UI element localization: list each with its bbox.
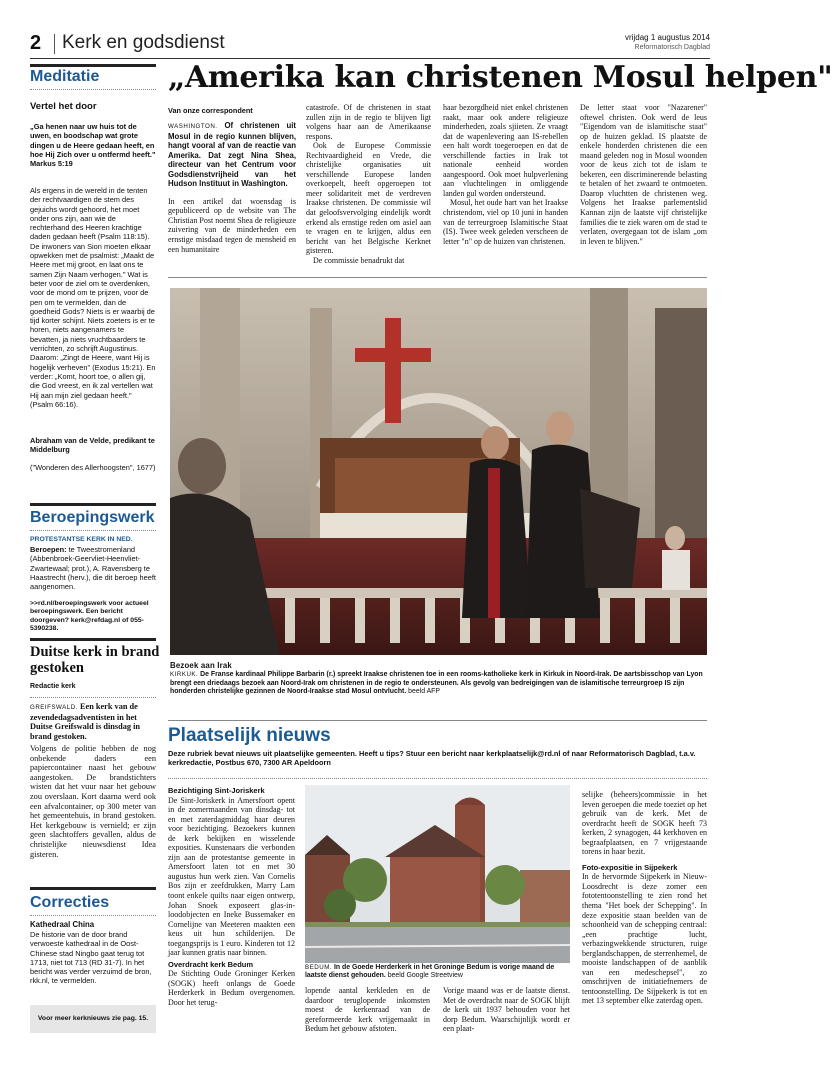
item1-title: Bezichtiging Sint-Joriskerk	[168, 786, 265, 795]
local-column-2	[305, 986, 430, 1034]
local-column-3	[443, 986, 570, 1034]
header-rule	[30, 58, 710, 59]
main-headline: „Amerika kan christenen Mosul helpen"	[168, 60, 832, 95]
main-byline: Van onze correspondent	[168, 106, 253, 115]
duitse-kerk-heading: Duitse kerk in brand gestoken	[30, 644, 160, 676]
article-column-3	[443, 103, 568, 246]
item3-body: In de hervormde Sijpekerk in Nieuw-Loosdrecht is deze zomer een fototentoonstelling te zien rond het thema "Het boek der Schepping". In deze expositie staan beelden van de schoonheid van de schepping centraal: „een prachtige lucht, verbazingwekkende structuren, ruige berglandschappen, de sterrenhemel, de mooiste landschappen of de aanblik van een medeschepsel", zo omschrijven de initiatiefnemers de tentoonstelling. De Sijpekerk is tot en met 13 september elke zaterdag open.	[582, 872, 707, 1006]
meditatie-quote	[30, 122, 156, 168]
photo-caption-body	[170, 671, 707, 696]
photo-caption-text: De Franse kardinaal Philippe Barbarin (r.) spreekt Iraakse christenen toe in een rooms-katholieke kerk in Kirkuk in Noord-Irak. De aartsbisschop van Lyon brengt een driedaags bezoek aan Noord-Irak om christenen in de regio te ondersteunen. Als gevolg van bedreigingen van de islamitische terreurgroep IS zijn honderden christelijke gezinnen de Noord-Iraakse stad Mosul ontvlucht.	[170, 671, 703, 696]
correcties-subheading: Kathedraal China	[30, 920, 95, 929]
street-caption-dateline: BEDUM.	[305, 964, 333, 971]
article-dateline: WASHINGTON.	[168, 123, 218, 130]
duitse-kerk-lead	[30, 702, 156, 741]
article-col2-p1: catastrofe. Of de christenen in staat zullen zijn in de regio te blijven ligt volgens haar aan de Amerikaanse respons.	[306, 103, 431, 141]
beroepingswerk-heading: Beroepingswerk	[30, 509, 155, 526]
meditatie-reference: Markus 5:19	[30, 159, 73, 169]
item3-title: Foto-expositie in Sijpekerk	[582, 862, 678, 872]
section-separator	[30, 887, 156, 890]
church-bedum-photo	[305, 785, 570, 963]
article-col3-p1: haar bezorgdheid niet enkel christenen raakt, maar ook andere religieuze minderheden, zoals sjiieten. Ze vraagt dat de wapenlevering aan IS-rebellen een halt wordt toegeroepen en dat de verschillende facties in Irak tot nationale eenheid worden aangespoord. Ook moet hulpverlening aan vluchtelingen in omliggende landen gul worden ondersteund.	[443, 103, 568, 198]
street-caption-text: In de Goede Herderkerk in het Groninge Bedum is vorige maand de laatste dienst gehouden.	[305, 964, 555, 980]
meditatie-author: Abraham van de Velde, predikant te Middelburg	[30, 436, 155, 455]
page-number: 2	[30, 32, 42, 54]
dotted-rule	[30, 915, 156, 916]
article-rule	[168, 277, 707, 278]
street-photo-credit: beeld Google Streetview	[387, 972, 463, 980]
dotted-rule	[30, 697, 156, 698]
article-col4-p1: De letter staat voor "Nazarener" oftewel christen. Ook werd de leus "Eigendom van de islamitische staat" op de huizen geklad. IS plaatste de enkele honderden christenen die een maand geleden nog in Mosul woonden voor de keus zich tot de islam te bekeren, een discriminerende belasting te betalen of het zwaard te ontmoeten. Daarop vluchtten de christenen weg. Volgens het Iraakse parlementslid Kannan zijn de laatste vijf christelijke families die te ziek waren om de stad te verlaten, overgegaan tot de islam „om in leven te blijven."	[580, 103, 707, 246]
church-interior-illustration	[170, 288, 707, 655]
dotted-rule	[168, 778, 707, 779]
issue-date: vrijdag 1 augustus 2014	[625, 33, 710, 42]
street-photo-caption	[305, 964, 570, 981]
newspaper-name: Reformatorisch Dagblad	[634, 44, 710, 51]
duitse-kerk-lead-text: Een kerk van de zevendedagsadventisten in het Duitse Greifswald is dinsdag in brand gestoken.	[30, 702, 141, 741]
footer-box: Voor meer kerknieuws zie pag. 15.	[30, 1005, 156, 1033]
beroepingswerk-church: PROTESTANTSE KERK IN NED.	[30, 536, 133, 543]
item2-col2: lopende aantal kerkleden en de daardoor teruglopende inkomsten moest de kerkenraad van de gereformeerde kerk vrijgemaakt in Bedum het gebouw afstoten.	[305, 986, 430, 1034]
article-lead: Of christenen uit Mosul in de regio kunnen blijven, hangt vooral af van de reactie van Amerika. Dat zegt Nina Shea, directeur van het Centrum voor Godsdienstvrijheid van het Hudson Instituut in Washington.	[168, 121, 296, 189]
dotted-rule	[30, 89, 156, 90]
duitse-kerk-byline: Redactie kerk	[30, 683, 76, 690]
article-col2-p3: De commissie benadrukt dat	[313, 255, 405, 265]
section-separator	[30, 64, 156, 67]
duitse-kerk-body-text: Volgens de politie hebben de nog onbekende daders een papiercontainer naast het gebouw aangestoken. De brandstichters wisten dat het vuur naar het gebouw zou overslaan. Kort daarna werd ook een afvalcontainer, op 300 meter van het gemeentehuis, in brand gestoken. Het kerkgebouw is vernield; er zijn geen slachtoffers gevallen, aldus de christelijke nieuwsdienst Idea gisteren.	[30, 744, 156, 859]
plaatselijk-heading: Plaatselijk nieuws	[168, 725, 331, 746]
beroepingswerk-entry	[30, 545, 156, 591]
article-col1-p2: In een artikel dat woensdag is gepubliceerd op de website van The Christian Post noemt Shea de religieuze zuivering van de minderheden een ernstige misdaad tegen de mensheid en een humanitaire	[168, 196, 296, 254]
local-column-1	[168, 786, 295, 1008]
meditatie-source: ("Wonderen des Allerhoogsten", 1677)	[30, 463, 156, 472]
article-col2-p2: Ook de Europese Commissie Rechtvaardigheid en Vrede, die christelijke organisaties uit verschillende Europese landen overkoepelt, heeft opgeroepen tot meer solidariteit met de verdreven Iraakse christenen. De commissie wil dat geloofsvervolging eindelijk wordt erkend als ernstige reden om asiel aan te vragen en te krijgen, aldus een bericht van het Belgische Kerknet gisteren.	[306, 141, 431, 256]
photo-credit: beeld AFP	[408, 688, 440, 696]
duitse-kerk-body	[30, 744, 156, 859]
photo-caption-heading: Bezoek aan Irak	[170, 661, 232, 670]
meditatie-quote-text: „Ga henen naar uw huis tot de uwen, en boodschap wat grote dingen u de Heere gedaan heeft, en hoe Hij Zich over u ontfermd heeft."	[30, 122, 156, 159]
beroepingswerk-link[interactable]: >>rd.nl/beroepingswerk voor actueel beroepingswerk. Een bericht doorgeven? kerk@refdag.nl of 055-5390238.	[30, 600, 149, 633]
article-col3-p2: Mosul, het oude hart van het Iraakse christendom, viel op 10 juni in handen van de terreurgroep Islamitische Staat (IS). Twee week geleden verscheen de letter "n" op de huizen van christenen.	[443, 198, 568, 246]
section-separator	[30, 503, 156, 506]
photo-caption-dateline: KIRKUK.	[170, 671, 199, 679]
local-column-4	[582, 790, 707, 1006]
item2-body: De Stichting Oude Groninger Kerken (SOGK) heeft onlangs de Goede Herderkerk in Bedum overgenomen. Door het terug-	[168, 969, 295, 1008]
section-separator	[30, 638, 156, 641]
correcties-heading: Correcties	[30, 894, 110, 911]
meditatie-title: Vertel het door	[30, 101, 97, 112]
article-column-4	[580, 103, 707, 246]
article-column-1	[168, 121, 296, 254]
article-column-2	[306, 103, 431, 265]
plaatselijk-intro: Deze rubriek bevat nieuws uit plaatselijke gemeenten. Heeft u tips? Stuur een bericht naar kerkplaatselijk@rd.nl of naar Reformatorisch Dagblad, t.a.v. kerkredactie, Postbus 670, 7300 AR Apeldoorn	[168, 749, 696, 767]
item2-col4: selijke (beheers)commissie in het leven geroepen die mede toeziet op het gebruik van de kerk. Met de overdracht heeft de SOGK heeft 73 kerken, 2 synagogen, 44 kerkhoven en begraafplaatsen, en 7 vrijgestaande torens in haar bezit.	[582, 790, 707, 857]
correcties-body: De historie van de door brand verwoeste kathedraal in de Oost-Chinese stad Ningbo gaat terug tot 1713, niet tot 713 (RD 31-7). In het bericht was verder verzuimd de bron, rkk.nl, te vermelden.	[30, 930, 152, 986]
photo-caption	[170, 662, 707, 697]
section-rule	[168, 720, 707, 721]
church-interior-photo	[170, 288, 707, 655]
meditatie-heading: Meditatie	[30, 68, 100, 85]
beroepingswerk-label: Beroepen:	[30, 545, 67, 554]
church-bedum-illustration	[305, 785, 570, 963]
meditatie-body: Als ergens in de wereld in de tenten der rechtvaardigen de stem des gejuichs wordt gehoord, het moet onder ons zijn, aan wie de rechterhand des Heeren krachtige daden gedaan heeft (Psalm 118:15). De inwoners van Sion moeten elkaar opwekken met de psalmist: „Maakt de Heere met mij groot, en laat ons te samen Zijn Naam verhogen." Wat is beter voor de ziel om te overdenken, voor de mond om te prijzen, voor de pen om te vermelden, dan de goedheid Gods? Niets is er waarbij de tijd korter schijnt. Niets zoeters is er te horen, niets aangenamers te bevatten, ja niets vruchtbaarders te verrichten, zo schrijft Augustinus. Daarom: „Zingt de Heere, want Hij is hogelijk verheven" (Exodus 15:21). En verder: „Komt, hoort toe, o allen gij, die God vreest, en ik zal vertellen wat Hij aan mijn ziel gedaan heeft." (Psalm 66:16).	[30, 186, 156, 409]
beroepingswerk-text: te Tweestromenland (Abbenbroek-Geervliet-Heenvliet-Zwartewaal; prot.), A. Ravensberg te Haastrecht (herv.), die dit beroep heeft aangenomen.	[30, 545, 156, 592]
item2-col3: Vorige maand was er de laatste dienst. Met de overdracht naar de SOGK blijft de kerk uit 1937 behouden voor het dorp Bedum. Waarschijnlijk wordt er een plaat-	[443, 986, 570, 1034]
item1-body: De Sint-Joriskerk in Amersfoort opent in de zomermaanden van dinsdag- tot en met zaterdagmiddag haar deuren voor bezichtiging. Bezoekers kunnen de kerk bekijken en wisselende exposities. Kunstenaars die verbonden zijn aan de protestantse gemeente in Amersfoort laten tot en met 30 augustus hun werk zien. Van Cornelis Bos zijn er zeefdrukken, Marry Lam toont enkele quilts naar eigen ontwerp, Johan Snoek exposeert glas-in-loodobjecten en Ineke Bussemaker en Cornelijne van Meeteren maakten een keus uit hun schilderijen. De toegangsprijs is 1 euro. Kinderen tot 12 jaar kunnen gratis naar binnen.	[168, 795, 295, 958]
dotted-rule	[30, 530, 156, 531]
item2-title: Overdracht kerk Bedum	[168, 959, 254, 969]
duitse-kerk-dateline: GREIFSWALD.	[30, 704, 78, 711]
header-divider	[54, 34, 55, 54]
section-title: Kerk en godsdienst	[62, 32, 225, 53]
